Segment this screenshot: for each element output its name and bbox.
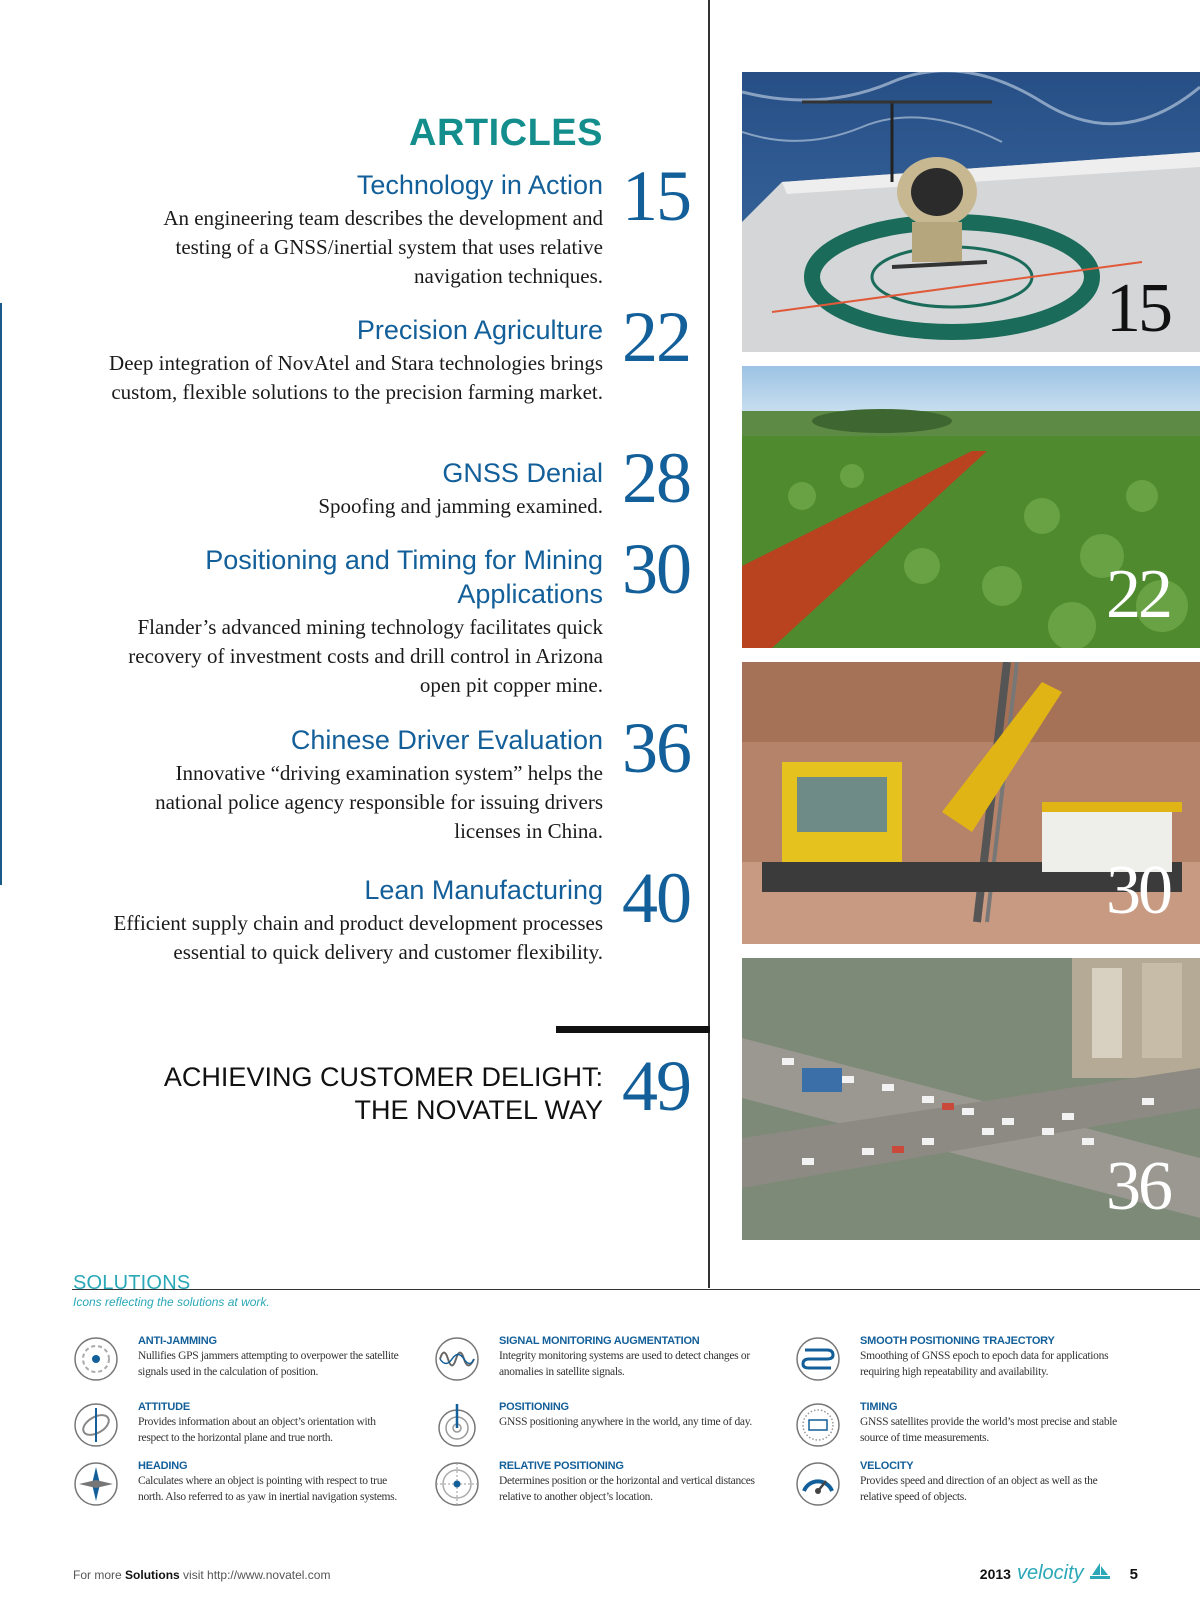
article-entry[interactable]: [128, 543, 603, 700]
feature-title-line2[interactable]: THE NOVATEL WAY: [354, 1095, 603, 1125]
heading-icon: [73, 1461, 119, 1507]
sailboat-logo-icon: [1090, 1563, 1110, 1579]
photo-mining[interactable]: [742, 662, 1200, 944]
article-page-number: 22: [622, 297, 690, 377]
solution-name: POSITIONING: [499, 1401, 569, 1413]
solution-name: VELOCITY: [860, 1460, 914, 1472]
positioning-icon: [434, 1402, 480, 1448]
timing-icon: [795, 1402, 841, 1448]
photo-page-label: 30: [1106, 852, 1170, 929]
article-entry[interactable]: [103, 313, 603, 407]
solution-desc: Integrity monitoring systems are used to detect changes or anomalies in satellite signals.: [499, 1350, 750, 1378]
footer-brand: velocity: [1016, 1562, 1084, 1584]
article-title[interactable]: Chinese Driver Evaluation: [290, 725, 603, 755]
solution-name: ATTITUDE: [138, 1401, 190, 1413]
solution-name: SIGNAL MONITORING AUGMENTATION: [499, 1335, 700, 1347]
solutions-title: SOLUTIONS: [73, 1272, 191, 1294]
feature-rule: [556, 1026, 710, 1033]
footer-link[interactable]: [73, 1568, 330, 1582]
footer-year: 2013: [979, 1566, 1011, 1582]
article-title[interactable]: Lean Manufacturing: [364, 875, 603, 905]
solution-name: ANTI-JAMMING: [138, 1335, 217, 1347]
solutions-rule: [72, 1289, 1200, 1290]
solution-desc: Smoothing of GNSS epoch to epoch data for applications requiring high repeatability and availability.: [860, 1350, 1109, 1378]
articles-heading: ARTICLES: [409, 112, 603, 154]
solution-desc: Calculates where an object is pointing with respect to true north. Also referred to as yaw in inertial navigation systems.: [138, 1475, 397, 1503]
article-entry[interactable]: [103, 456, 603, 521]
article-page-number: 15: [622, 156, 690, 236]
solution-desc: GNSS positioning anywhere in the world, any time of day.: [499, 1416, 752, 1428]
column-divider: [708, 0, 710, 1288]
solution-desc: GNSS satellites provide the world’s most precise and stable source of time measurements.: [860, 1416, 1117, 1444]
article-entry[interactable]: [103, 723, 603, 846]
photo-page-label: 22: [1106, 556, 1170, 633]
article-desc: Deep integration of NovAtel and Stara technologies brings custom, flexible solutions to the precision farming market.: [109, 351, 603, 404]
attitude-icon: [73, 1402, 119, 1448]
article-desc: An engineering team describes the development and testing of a GNSS/inertial system that uses relative navigation techniques.: [163, 206, 603, 288]
photo-field[interactable]: [742, 366, 1200, 648]
solution-desc: Provides information about an object’s orientation with respect to the horizontal plane and true north.: [138, 1416, 376, 1444]
solutions-subtitle: Icons reflecting the solutions at work.: [73, 1295, 270, 1309]
article-entry[interactable]: [103, 168, 603, 291]
signal-monitoring-icon: [434, 1336, 480, 1382]
article-desc: Flander’s advanced mining technology facilitates quick recovery of investment costs and drill control in Arizona open pit copper mine.: [128, 615, 603, 697]
anti-jamming-icon: [73, 1336, 119, 1382]
footer-url[interactable]: visit http://www.novatel.com: [183, 1568, 331, 1582]
photo-traffic[interactable]: [742, 958, 1200, 1240]
solution-name: SMOOTH POSITIONING TRAJECTORY: [860, 1335, 1055, 1347]
velocity-icon: [795, 1461, 841, 1507]
feature-page-number: 49: [622, 1046, 690, 1126]
footer-prefix: For more: [73, 1568, 122, 1582]
solution-name: RELATIVE POSITIONING: [499, 1460, 624, 1472]
article-page-number: 30: [622, 529, 690, 609]
article-desc: Innovative “driving examination system” helps the national police agency responsible for issuing drivers licenses in China.: [155, 761, 603, 843]
feature-title-line1[interactable]: ACHIEVING CUSTOMER DELIGHT:: [163, 1062, 603, 1092]
article-page-number: 36: [622, 708, 690, 788]
article-page-number: 40: [622, 858, 690, 938]
footer-masthead: [980, 1562, 1138, 1585]
smooth-trajectory-icon: [795, 1336, 841, 1382]
photo-helicopter[interactable]: [742, 72, 1200, 352]
photo-page-label: 36: [1106, 1148, 1170, 1225]
article-title[interactable]: Precision Agriculture: [356, 315, 603, 345]
solution-name: TIMING: [860, 1401, 898, 1413]
solution-desc: Nullifies GPS jammers attempting to overpower the satellite signals used in the calculation of position.: [138, 1350, 399, 1378]
photo-page-label: 15: [1106, 270, 1170, 347]
footer-bold: Solutions: [125, 1568, 180, 1582]
page-number: 5: [1129, 1566, 1138, 1583]
article-title[interactable]: Technology in Action: [356, 170, 603, 200]
relative-positioning-icon: [434, 1461, 480, 1507]
article-page-number: 28: [622, 438, 690, 518]
feature-article[interactable]: [83, 1061, 603, 1127]
article-title[interactable]: Positioning and Timing for Mining Applications: [205, 545, 603, 609]
solution-desc: Provides speed and direction of an object as well as the relative speed of objects.: [860, 1475, 1098, 1503]
article-title[interactable]: GNSS Denial: [442, 458, 603, 488]
article-entry[interactable]: [103, 873, 603, 967]
article-desc: Spoofing and jamming examined.: [318, 494, 603, 518]
left-edge-bar: [0, 303, 2, 885]
article-desc: Efficient supply chain and product development processes essential to quick delivery and customer flexibility.: [113, 911, 603, 964]
solution-desc: Determines position or the horizontal and vertical distances relative to another object’s location.: [499, 1475, 755, 1503]
solution-name: HEADING: [138, 1460, 188, 1472]
